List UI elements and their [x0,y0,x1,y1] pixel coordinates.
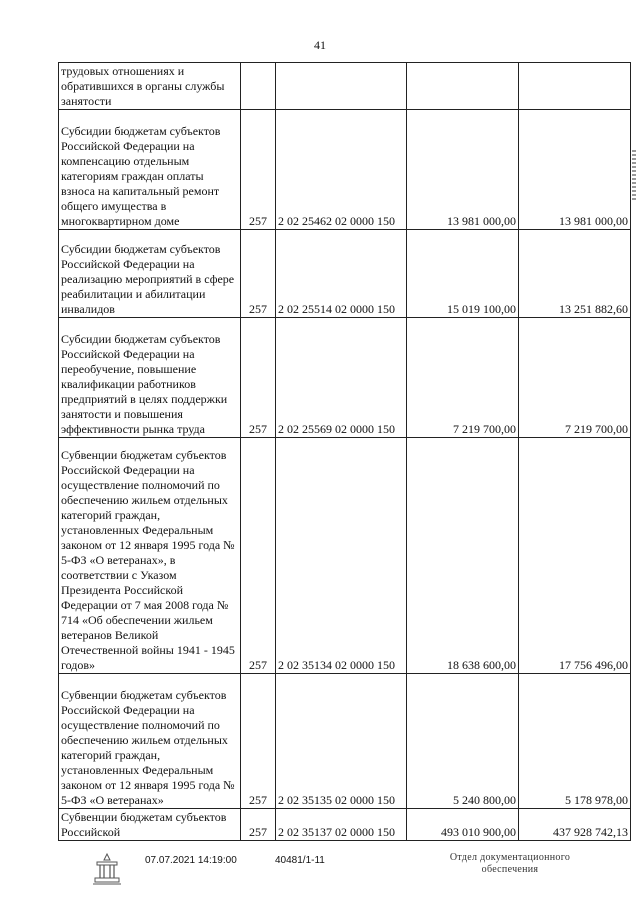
cell-actual-amount: 7 219 700,00 [519,318,631,438]
cell-budget-code: 2 02 25514 02 0000 150 [276,230,407,318]
cell-name: Субсидии бюджетам субъектов Российской Федерации на переобучение, повышение квалификации работников предприятий в целях поддержки занятости и повышения эффективности рынка труда [59,318,241,438]
cell-planned-amount: 493 010 900,00 [407,809,519,841]
table-row [59,63,631,110]
cell-budget-code: 2 02 25462 02 0000 150 [276,110,407,230]
cell-actual-amount: 437 928 742,13 [519,809,631,841]
cell-budget-code: 2 02 35137 02 0000 150 [276,809,407,841]
cell-planned-amount: 13 981 000,00 [407,110,519,230]
cell-name: Субвенции бюджетам субъектов Российской Федерации на осуществление полномочий по обеспечению жильем отдельных категорий граждан, установленных Федеральным законом от 12 января 1995 года № 5-ФЗ «О ветеранах», в соответствии с Указом Президента Российской Федерации от 7 мая 2008 года № 714 «Об обеспечении жильем ветеранов Великой Отечественной войны 1941 - 1945 годов» [59,438,241,674]
cell-admin-code: 257 [241,674,276,809]
cell-admin-code [241,63,276,110]
footer-date: 07.07.2021 14:19:00 [145,855,237,866]
table-row [59,438,631,674]
table-row [59,674,631,809]
cell-budget-code: 2 02 25569 02 0000 150 [276,318,407,438]
cell-budget-code [276,63,407,110]
cell-actual-amount: 13 251 882,60 [519,230,631,318]
cell-budget-code: 2 02 35135 02 0000 150 [276,674,407,809]
margin-scan-mark [632,150,636,200]
cell-admin-code: 257 [241,318,276,438]
cell-name: Субвенции бюджетам субъектов Российской Федерации на осуществление полномочий по обеспечению жильем отдельных категорий граждан, установленных Федеральным законом от 12 января 1995 года № 5-ФЗ «О ветеранах» [59,674,241,809]
cell-actual-amount: 17 756 496,00 [519,438,631,674]
table-row [59,318,631,438]
cell-planned-amount [407,63,519,110]
cell-planned-amount: 18 638 600,00 [407,438,519,674]
table-row [59,230,631,318]
table-row [59,110,631,230]
table-row [59,809,631,841]
cell-name: трудовых отношениях и обратившихся в органы службы занятости [59,63,241,110]
cell-admin-code: 257 [241,230,276,318]
footer-doc-number: 40481/1-11 [275,855,325,866]
cell-actual-amount: 13 981 000,00 [519,110,631,230]
cell-budget-code: 2 02 35134 02 0000 150 [276,438,407,674]
cell-planned-amount: 7 219 700,00 [407,318,519,438]
cell-name: Субсидии бюджетам субъектов Российской Федерации на реализацию мероприятий в сфере реабилитации и абилитации инвалидов [59,230,241,318]
emblem-icon [92,852,122,886]
cell-name: Субсидии бюджетам субъектов Российской Федерации на компенсацию отдельным категориям граждан оплаты взноса на капитальный ремонт общего имущества в многоквартирном доме [59,110,241,230]
cell-planned-amount: 5 240 800,00 [407,674,519,809]
cell-planned-amount: 15 019 100,00 [407,230,519,318]
budget-table [58,62,631,841]
cell-actual-amount [519,63,631,110]
cell-actual-amount: 5 178 978,00 [519,674,631,809]
cell-name: Субвенции бюджетам субъектов Российской [59,809,241,841]
page-number: 41 [314,38,326,52]
table-body [59,63,631,841]
cell-admin-code: 257 [241,809,276,841]
cell-admin-code: 257 [241,110,276,230]
department-stamp: Отдел документационного обеспечения [449,852,571,875]
cell-admin-code: 257 [241,438,276,674]
